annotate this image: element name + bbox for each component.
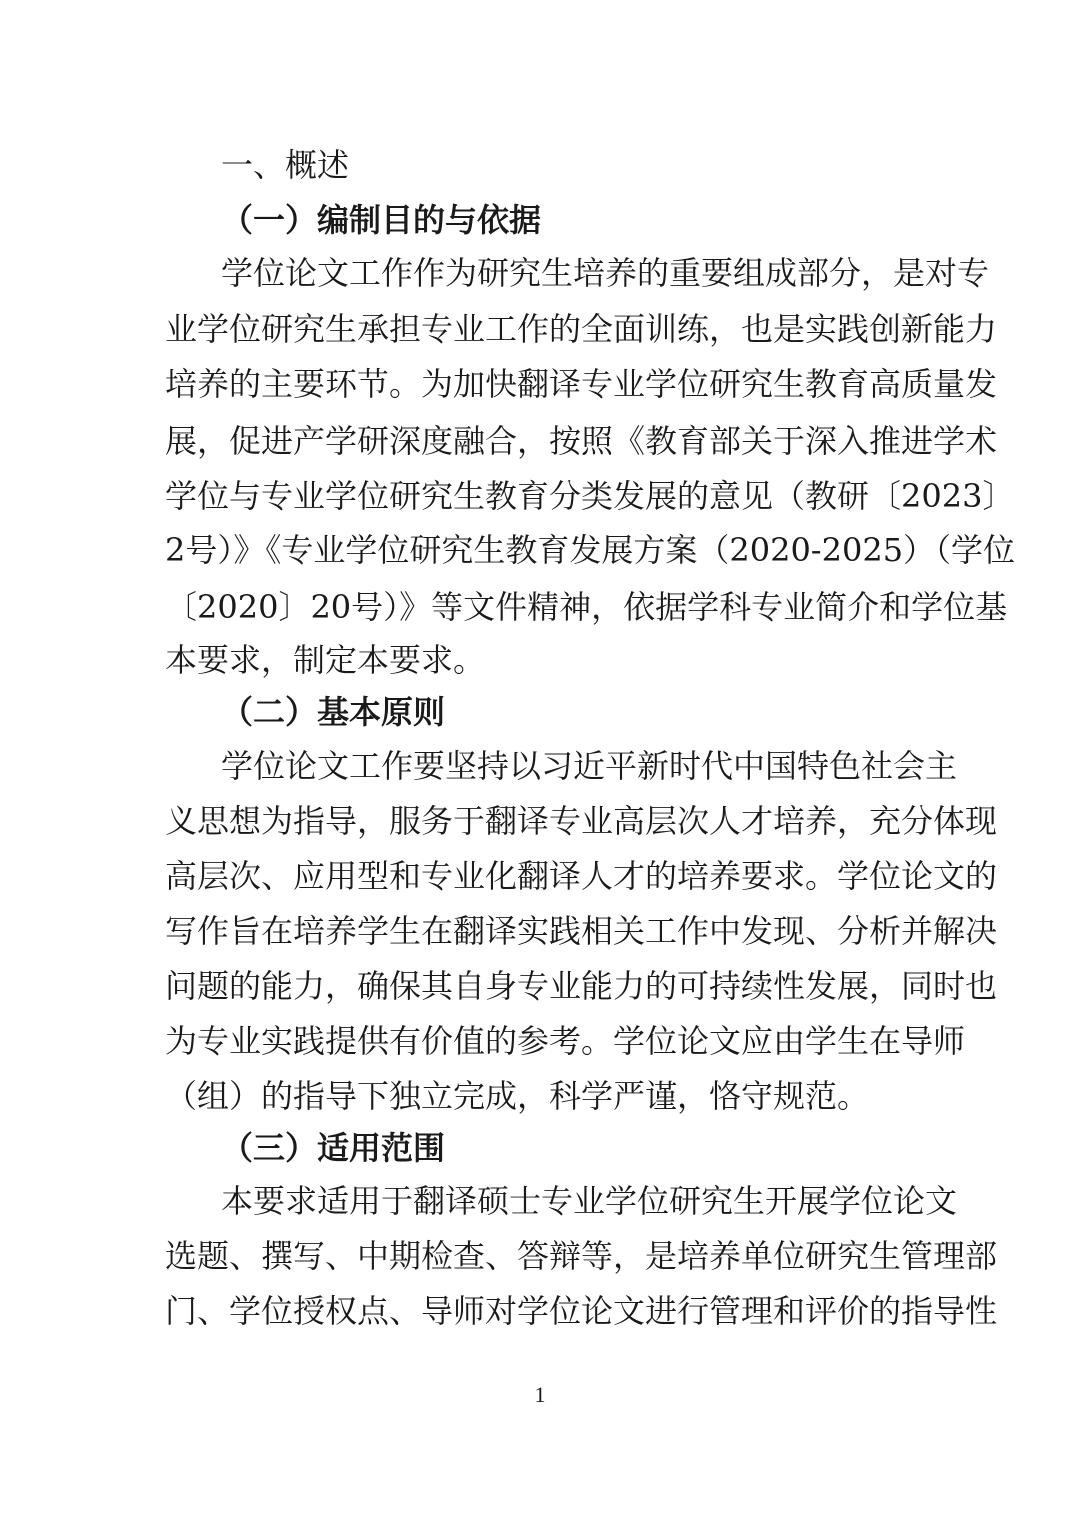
- section-heading-overview: 一、概述: [221, 146, 350, 184]
- paragraph-line: 门、学位授权点、导师对学位论文进行管理和评价的指导性: [165, 1292, 998, 1330]
- paragraph-line: 高层次、应用型和专业化翻译人才的培养要求。学位论文的: [165, 857, 998, 895]
- paragraph-line: 培养的主要环节。为加快翻译专业学位研究生教育高质量发: [165, 365, 998, 403]
- page-number: 1: [534, 1382, 546, 1407]
- paragraph-line: 2号）》《专业学位研究生教育发展方案（2020-2025）（学位: [165, 531, 1016, 569]
- subsection-heading-scope: （三）适用范围: [221, 1129, 446, 1167]
- paragraph-line: 本要求，制定本要求。: [165, 641, 486, 679]
- paragraph-line: 选题、撰写、中期检查、答辩等，是培养单位研究生管理部: [165, 1237, 998, 1275]
- paragraph-line: 为专业实践提供有价值的参考。学位论文应由学生在导师: [165, 1022, 966, 1060]
- paragraph-line: 业学位研究生承担专业工作的全面训练，也是实践创新能力: [165, 310, 998, 348]
- paragraph-line: 本要求适用于翻译硕士专业学位研究生开展学位论文: [221, 1182, 958, 1220]
- paragraph-line: 义思想为指导，服务于翻译专业高层次人才培养，充分体现: [165, 802, 998, 840]
- paragraph-line: 写作旨在培养学生在翻译实践相关工作中发现、分析并解决: [165, 912, 998, 950]
- paragraph-line: （组）的指导下独立完成，科学严谨，恪守规范。: [165, 1077, 870, 1115]
- subsection-heading-principles: （二）基本原则: [221, 693, 446, 731]
- subsection-heading-purpose: （一）编制目的与依据: [221, 201, 542, 239]
- paragraph-line: 展，促进产学研深度融合，按照《教育部关于深入推进学术: [165, 422, 998, 460]
- paragraph-line: 学位与专业学位研究生教育分类发展的意见（教研〔2023〕: [165, 477, 1015, 515]
- paragraph-line: 问题的能力，确保其自身专业能力的可持续性发展，同时也: [165, 967, 998, 1005]
- paragraph-line: 学位论文工作作为研究生培养的重要组成部分，是对专: [221, 254, 990, 292]
- paragraph-line: 〔2020〕20号）》等文件精神，依据学科专业简介和学位基: [165, 588, 1008, 626]
- paragraph-line: 学位论文工作要坚持以习近平新时代中国特色社会主: [221, 747, 958, 785]
